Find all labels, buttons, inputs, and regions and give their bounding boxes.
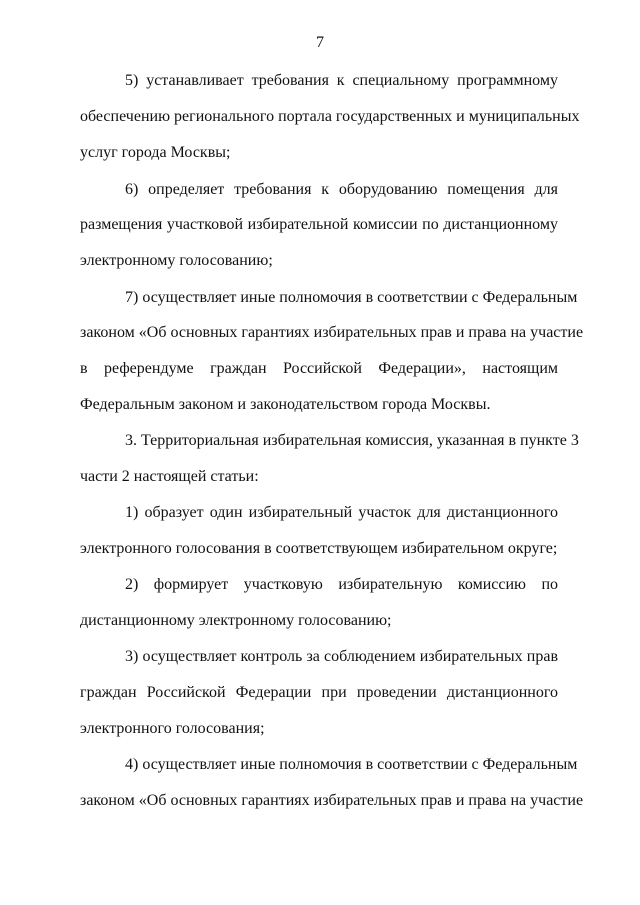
text-line: электронного голосования в соответствующем избирательном округе; <box>80 540 558 557</box>
text-line: 3. Территориальная избирательная комиссия, указанная в пункте 3 <box>125 432 579 449</box>
text-line: 7) осуществляет иные полномочия в соответствии с Федеральным <box>125 289 578 306</box>
text-line: 1) образует один избирательный участок для дистанционного <box>125 504 558 521</box>
text-line: дистанционному электронному голосованию; <box>80 612 392 629</box>
text-line: 2) формирует участковую избирательную комиссию по <box>125 576 558 593</box>
text-line: 4) осуществляет иные полномочия в соответствии с Федеральным <box>125 756 578 773</box>
text-line: законом «Об основных гарантиях избирательных прав и права на участие <box>80 324 584 341</box>
text-line: 5) устанавливает требования к специальному программному <box>125 72 558 89</box>
text-line: обеспечению регионального портала государственных и муниципальных <box>80 108 580 125</box>
text-line: части 2 настоящей статьи: <box>80 468 259 485</box>
text-line: услуг города Москвы; <box>80 144 231 161</box>
text-line: законом «Об основных гарантиях избирательных прав и права на участие <box>80 792 584 809</box>
text-line: размещения участковой избирательной комиссии по дистанционному <box>80 216 558 233</box>
text-line: электронного голосования; <box>80 720 265 737</box>
text-line: Федеральным законом и законодательством города Москвы. <box>80 396 491 413</box>
text-line: электронному голосованию; <box>80 252 273 269</box>
page-number: 7 <box>316 34 324 51</box>
text-line: 3) осуществляет контроль за соблюдением избирательных прав <box>125 648 558 665</box>
text-line: в референдуме граждан Российской Федерации», настоящим <box>80 360 558 377</box>
text-line: 6) определяет требования к оборудованию помещения для <box>125 181 558 198</box>
text-line: граждан Российской Федерации при проведении дистанционного <box>80 684 558 701</box>
